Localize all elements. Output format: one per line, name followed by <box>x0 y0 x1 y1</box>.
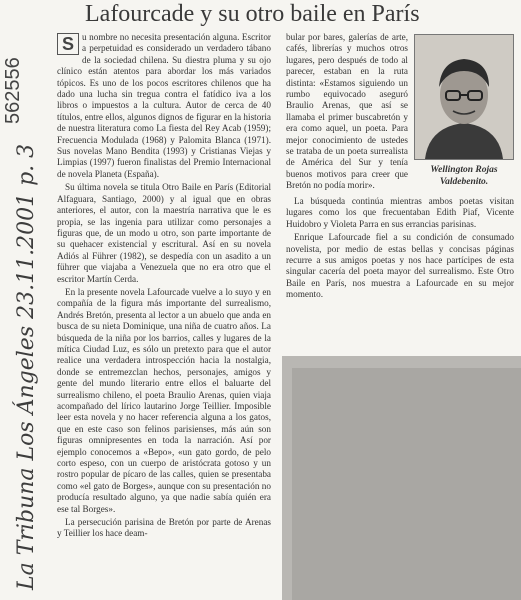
article-column-2-top <box>286 32 408 198</box>
photo-caption <box>414 164 514 188</box>
author-photo <box>414 34 514 160</box>
drop-cap: S <box>57 33 79 55</box>
clipping-shadow-inner <box>292 368 521 600</box>
paragraph: La persecución parisina de Bretón por parte de Arenas y Teillier los hace deam- <box>57 517 271 539</box>
headline: Lafourcade y su otro baile en París <box>85 1 420 27</box>
caption-line: Wellington Rojas <box>430 165 498 175</box>
paragraph: Su última novela se titula Otro Baile en París (Editorial Alfaguara, Santiago, 2000) y al igual que en obras anteriores, el autor, con la maestría narrativa que le es propia, se las ingenia para utilizar como personajes a figuras que, de un modo u otro, son parte importante de su quehacer existencial y escritural. Así en su novela Adiós al Führer (1982), se despedía con un asadito a un führer que viajaba a Venezuela que no era otro que el escritor Martín Cerda. <box>57 182 271 284</box>
paragraph: La búsqueda continúa mientras ambos poetas visitan lugares como los que frecuentaban Edith Piaf, Vicente Huidobro y Violeta Parra en sus errancias parisinas. <box>286 196 514 229</box>
handwritten-source-note: La Tribuna Los Ángeles 23.11.2001 p. 3 <box>14 143 39 590</box>
paragraph: u nombre no necesita presentación alguna. Escritor a perpetuidad es considerado un verdadero tábano de la sociedad chilena. Su diestra pluma y su ojo clínico están atentos para abordar los más variados tópicos. Es uno de los pocos escritores chilenos que ha dado una lucha sin tregua contra el fatídico iva a los libros o impuestos a la cultura. Autor de cerca de 40 títulos, entre ellos, algunos dignos de figurar en la historia de nuestra literatura como La fiesta del Rey Acab (1959); Frecuencia Modulada (1968) y Palomita Blanca (1971). Sus novelas Mano Bendita (1993) y Cristianas Viejas y Limpias (1997) fueron finalistas del Premio Internacional de novela Planeta (España). <box>57 32 271 179</box>
paragraph: Enrique Lafourcade fiel a su condición de consumado novelista, por medio de estas bellas y concisas páginas recurre a sus amigos poetas y nos hace partícipes de esta singular cacería del poeta mayor del surrealismo. Este Otro Baile en París, nos muestra a Lafourcade en su mejor momento. <box>286 232 514 300</box>
portrait-image <box>415 35 513 159</box>
caption-line: Valdebenito. <box>439 177 489 187</box>
archive-number: 562556 <box>2 57 24 125</box>
article-column-2-bottom <box>286 196 514 356</box>
paragraph: En la presente novela Lafourcade vuelve a lo suyo y en compañía de la figura más importante del surrealismo, Andrés Bretón, presenta al lector a un abuelo que anda en busca de su nieta Dominique, una niña de cuatro años. La búsqueda de la niña por los barrios, calles y lugares de la mítica Ciudad Luz, es sólo un pretexto para que el autor realice una verdadera introspección hacia la nostalgia, donde se entremezclan hechos, personajes, amigos y gente del mundo literario entre ellos el baluarte del surrealismo chileno, el poeta Braulio Arenas, quien viaja acompañado del lírico lautarino Jorge Teillier. Imposible leer esta novela y no hacer referencia alguna a los gatos, que en este caso son felinos parisienses, más aún son figuras omnipresentes en toda la narración. Así por ejemplo conocemos a «Bepo», «un gato gordo, de pelo corto espeso, con un cuerpo de aristócrata gotoso y un rostro popular de pícaro de las calles, quien se presentaba como «el gato de Borges», aunque con su presentación no producía resultado alguno, ya que nadie sabía quién era ese tal Borges». <box>57 286 271 514</box>
article-column-1 <box>57 32 271 560</box>
clipping-shadow <box>282 356 521 600</box>
paragraph: bular por bares, galerías de arte, cafés, librerías y muchos otros lugares, pero después de todo al parecer, estaban en la ruta distinta: «Estamos siguiendo un rumbo equivocado aseguró Braulio Arenas, que así se llamaba el primer buscabretón y era como aquel, un poeta. Para mejor conocimiento de ustedes se trataba de un poeta surrealista de América del Sur y tenía buenos motivos para creer que Bretón no podía morir». <box>286 32 408 191</box>
